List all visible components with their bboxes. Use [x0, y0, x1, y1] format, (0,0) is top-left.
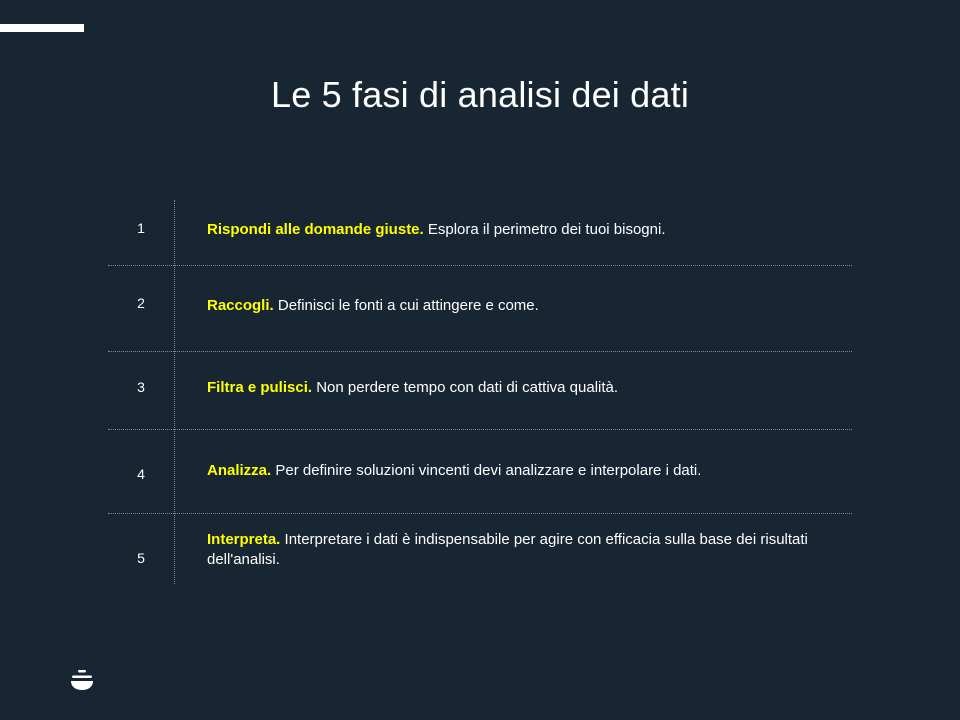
step-highlight: Interpreta. — [207, 531, 281, 548]
step-number: 4 — [137, 465, 145, 482]
step-description — [174, 296, 827, 316]
top-accent-bar — [0, 24, 84, 32]
steps-table — [108, 200, 852, 586]
step-row-4 — [108, 430, 852, 514]
step-text: Per definire soluzioni vincenti devi analizzare e interpolare i dati. — [271, 461, 702, 479]
step-highlight: Analizza. — [207, 461, 272, 479]
step-row-1 — [108, 200, 852, 266]
step-description — [174, 220, 827, 240]
step-description — [174, 530, 827, 570]
step-row-5 — [108, 514, 852, 586]
step-highlight: Filtra e pulisci. — [207, 378, 313, 396]
step-number: 3 — [137, 378, 145, 395]
stacked-bowl-logo-icon — [70, 668, 94, 692]
step-description — [174, 461, 827, 481]
step-highlight: Raccogli. — [207, 296, 274, 314]
step-number: 1 — [137, 219, 145, 236]
step-number: 5 — [137, 550, 145, 566]
step-text: Definisci le fonti a cui attingere e come. — [273, 296, 539, 314]
step-number: 2 — [137, 294, 145, 311]
step-text: Interpretare i dati è indispensabile per agire con efficacia sulla base dei risultati dell'analisi. — [207, 531, 808, 568]
step-row-3 — [108, 352, 852, 430]
page-title: Le 5 fasi di analisi dei dati — [270, 74, 690, 115]
step-text: Esplora il perimetro dei tuoi bisogni. — [423, 220, 666, 238]
step-description — [174, 378, 827, 398]
step-row-2 — [108, 266, 852, 352]
step-highlight: Rispondi alle domande giuste. — [207, 220, 424, 238]
step-text: Non perdere tempo con dati di cattiva qualità. — [312, 378, 619, 396]
